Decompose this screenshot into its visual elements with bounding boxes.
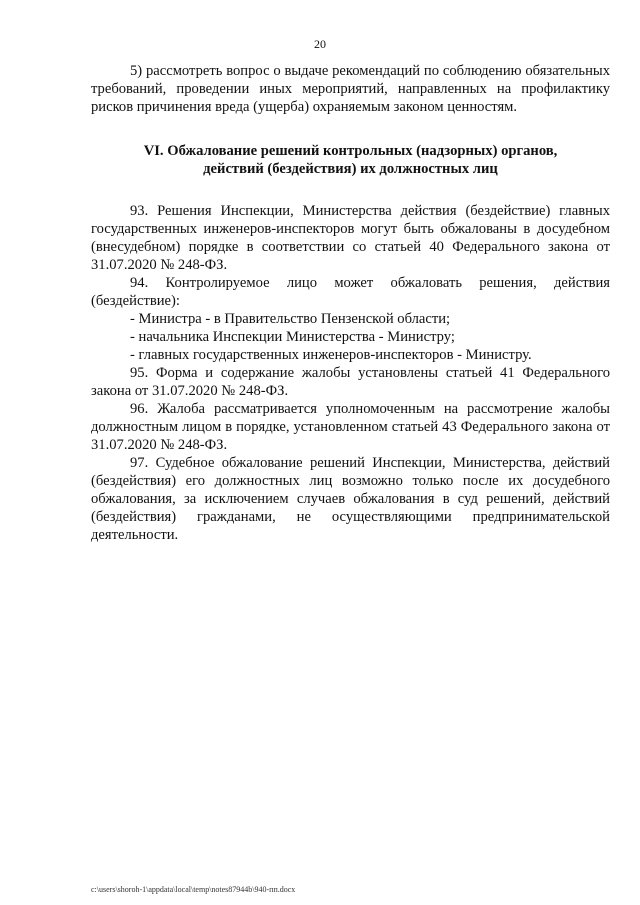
section-heading-line1: VI. Обжалование решений контрольных (надзорных) органов, (143, 143, 558, 159)
paragraph-95: 95. Форма и содержание жалобы установлены статьей 41 Федерального закона от 31.07.2020 № 248-ФЗ. (91, 365, 610, 399)
list-item: - Министра - в Правительство Пензенской области; (130, 311, 451, 327)
intro-paragraph: 5) рассмотреть вопрос о выдаче рекомендаций по соблюдению обязательных требований, проведении иных мероприятий, направленных на профилактику рисков причинения вреда (ущерба) охраняемым законом ценностям. (91, 63, 610, 115)
footer-file-path: c:\users\shoroh-1\appdata\local\temp\notes87944b\940-пп.docx (91, 885, 296, 894)
section-heading (91, 142, 610, 178)
document-body (91, 62, 610, 544)
list-item: - начальника Инспекции Министерства - Министру; (130, 329, 455, 345)
page-number: 20 (314, 37, 326, 51)
paragraph-94: 94. Контролируемое лицо может обжаловать решения, действия (бездействие): (91, 275, 610, 309)
section-heading-line2: действий (бездействия) их должностных лиц (203, 161, 498, 177)
paragraph-97: 97. Судебное обжалование решений Инспекции, Министерства, действий (бездействия) его должностных лиц возможно только после их досудебного обжалования, за исключением случаев обжалования в суд решений, действий (бездействия) гражданами, не осуществляющими предпринимательской деятельности. (91, 455, 610, 543)
list-item: - главных государственных инженеров-инспекторов - Министру. (130, 347, 532, 363)
paragraph-96: 96. Жалоба рассматривается уполномоченным на рассмотрение жалобы должностным лицом в порядке, установленном статьей 43 Федерального закона от 31.07.2020 № 248-ФЗ. (91, 401, 610, 453)
paragraph-93: 93. Решения Инспекции, Министерства действия (бездействие) главных государственных инженеров-инспекторов могут быть обжалованы в досудебном (внесудебном) порядке в соответствии со статьей 40 Федерального закона от 31.07.2020 № 248-ФЗ. (91, 203, 610, 273)
